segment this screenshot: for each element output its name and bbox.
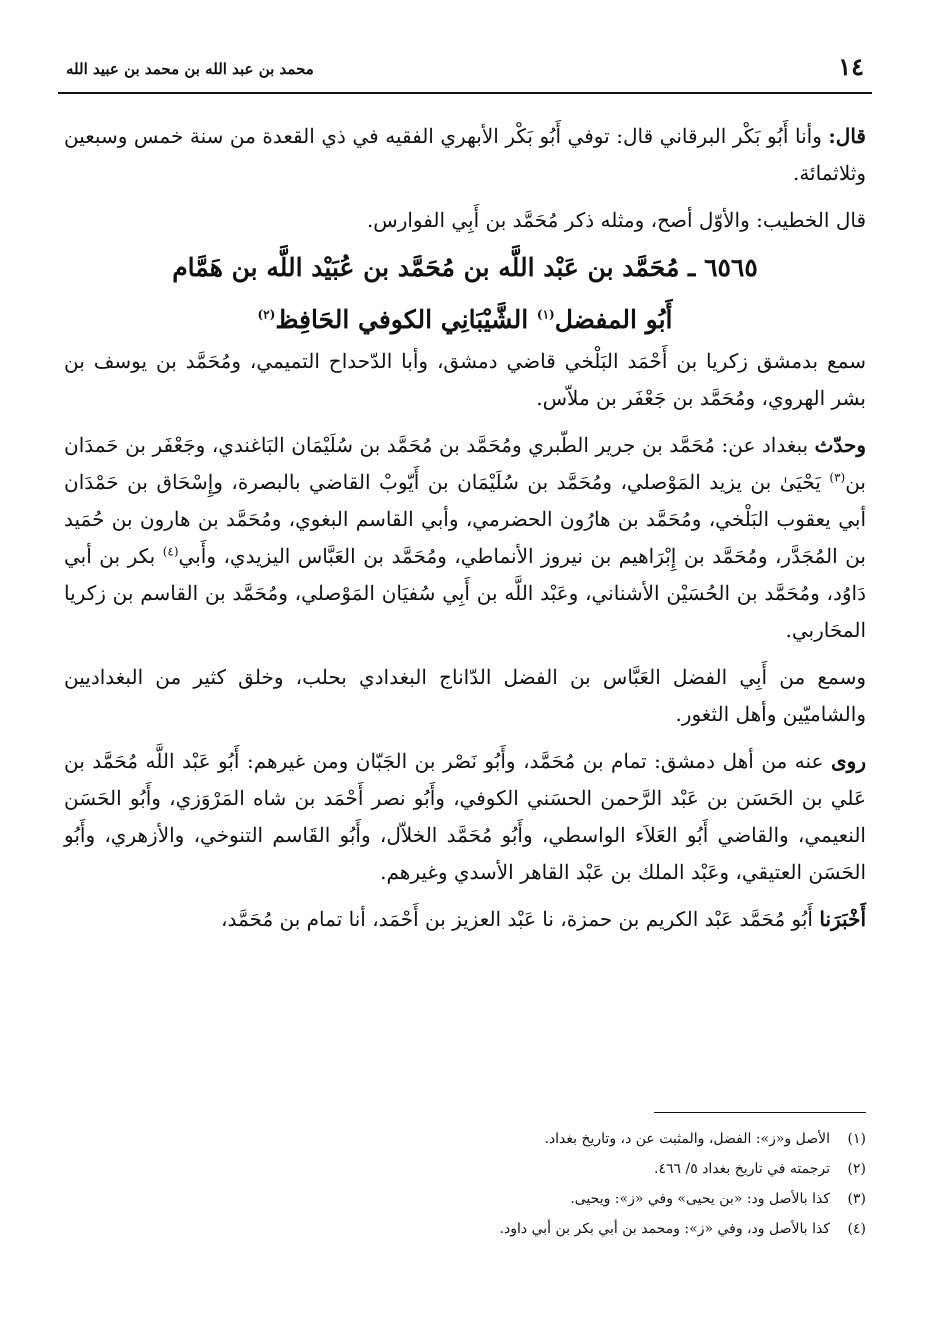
- paragraph-6: [64, 743, 866, 891]
- paragraph-text: وسمع من أَبِي الفضل العَبَّاس بن الفضل الدّاناج البغدادي بحلب، وخلق كثير من البغداديين والشاميّين وأهل الثغور.: [64, 665, 866, 726]
- footnote-text: كذا بالأصل ود: «بن يحيى» وفي «ز»: ويحيى.: [570, 1191, 830, 1207]
- footnote-ref-3[interactable]: (٣): [829, 470, 846, 485]
- entry-title-line-2: [64, 297, 866, 343]
- entry-title-text: أَبُو المفضل: [554, 305, 673, 334]
- paragraph-3: [64, 343, 866, 417]
- footnote-number: (٢): [847, 1161, 866, 1177]
- paragraph-text: وأنا أَبُو بَكْر البرقاني قال: توفي أَبُو بَكْر الأبهري الفقيه في ذي القعدة من سنة خمس وسبعين وثلاثمائة.: [64, 124, 866, 185]
- paragraph-text: ببغداد عن: مُحَمَّد بن جرير الطّبري ومُحَمَّد بن مُحَمَّد بن سُلَيْمَان البَاغندي، وجَعْفَر بن حَمدَان بن: [64, 433, 866, 494]
- paragraph-lead-word: وحدّث: [814, 433, 866, 457]
- entry-title-text: الشَّيْبَانِي الكوفي الحَافِظ: [275, 305, 537, 334]
- footnote-1: [64, 1124, 866, 1154]
- footnote-ref-2[interactable]: (٢): [257, 307, 276, 322]
- paragraph-lead-word: روى: [831, 749, 866, 773]
- footnote-number: (٤): [847, 1221, 866, 1237]
- paragraph-text: سمع بدمشق زكريا بن أَحْمَد البَلْخي قاضي دمشق، وأبا الدّحداح التميمي، ومُحَمَّد بن يوسف بن بشر الهروي، ومُحَمَّد بن جَعْفَر بن ملاّس.: [64, 349, 866, 410]
- main-text: [64, 118, 866, 938]
- footnote-ref-1[interactable]: (١): [536, 307, 555, 322]
- paragraph-4: [64, 427, 866, 649]
- paragraph-text: بكر بن أبي دَاوُد، ومُحَمَّد بن الحُسَيْن الأشناني، وعَبْد اللَّه بن أَبِي سُفيَان المَوْصلي، ومُحَمَّد بن القاسم بن زكريا المحَاربي.: [64, 544, 866, 642]
- paragraph-1: [64, 118, 866, 192]
- footnote-4: [64, 1214, 866, 1244]
- page-number: ١٤: [838, 52, 864, 81]
- running-head: محمد بن عبد الله بن محمد بن عبيد الله: [66, 60, 314, 78]
- footnote-divider: [654, 1112, 866, 1113]
- paragraph-text: يَحْيَىٰ بن يزيد المَوْصلي، ومُحَمَّد بن سُلَيْمَان بن أَيّوبْ القاضي بالبصرة، وإِسْحَاق بن حَمْدَان أبي يعقوب البَلْخي، ومُحَمَّد بن هارُون الحضرمي، وأبي القاسم البغوي، ومُحَمَّد بن هارون بن حُمَيد بن المُجَدَّر، ومُحَمَّد بن إِبْرَاهيم بن نيروز الأنماطي، ومُحَمَّد بن العَبَّاس اليزيدي، وأَبي: [64, 470, 866, 568]
- footnote-2: [64, 1154, 866, 1184]
- footnote-text: ترجمته في تاريخ بغداد ٥/ ٤٦٦.: [654, 1161, 830, 1177]
- paragraph-lead-word: قال:: [828, 124, 866, 148]
- page-header: [58, 52, 872, 94]
- footnote-number: (١): [847, 1131, 866, 1147]
- paragraph-text: قال الخطيب: والأوّل أصح، ومثله ذكر مُحَمَّد بن أَبِي الفوارس.: [366, 208, 866, 232]
- entry-title-line-1: ٦٥٦٥ ـ مُحَمَّد بن عَبْد اللَّه بن مُحَمَّد بن عُبَيْد اللَّه بن هَمَّام: [172, 253, 758, 282]
- footnote-3: [64, 1184, 866, 1214]
- paragraph-text: عنه من أهل دمشق: تمام بن مُحَمَّد، وأَبُو نَصْر بن الجَبّان ومن غيرهم: أَبُو عَبْد اللَّه مُحَمَّد بن عَلي بن الحَسَن بن عَبْد الرَّحمن الحسَني الكوفي، وأَبُو نصر أَحْمَد بن شاه المَرْوَزي، وأَبُو الحَسَن النعيمي، والقاضي أَبُو العَلاَء الواسطي، وأَبُو مُحَمَّد الخلاّل، وأَبُو القَاسم التنوخي، والأزهري، وأَبُو الحَسَن العتيقي، وعَبْد الملك بن عَبْد القاهر الأسدي وغيرهم.: [64, 749, 866, 884]
- paragraph-2: [64, 202, 866, 239]
- footnote-number: (٣): [847, 1191, 866, 1207]
- footnote-ref-4[interactable]: (٤): [162, 544, 179, 559]
- paragraph-lead-word: أَخْبَرَنا: [819, 907, 866, 931]
- paragraph-text: أَبُو مُحَمَّد عَبْد الكريم بن حمزة، نا عَبْد العزيز بن أَحْمَد، أنا تمام بن مُحَمَّد،: [221, 907, 820, 931]
- footnote-text: الأصل و«ز»: الفضل، والمثبت عن د، وتاريخ بغداد.: [544, 1131, 830, 1147]
- footnote-text: كذا بالأصل ود، وفي «ز»: ومحمد بن أبي بكر بن أبي داود.: [499, 1221, 830, 1237]
- paragraph-7: [64, 901, 866, 938]
- paragraph-5: [64, 659, 866, 733]
- footnotes: [64, 1124, 866, 1244]
